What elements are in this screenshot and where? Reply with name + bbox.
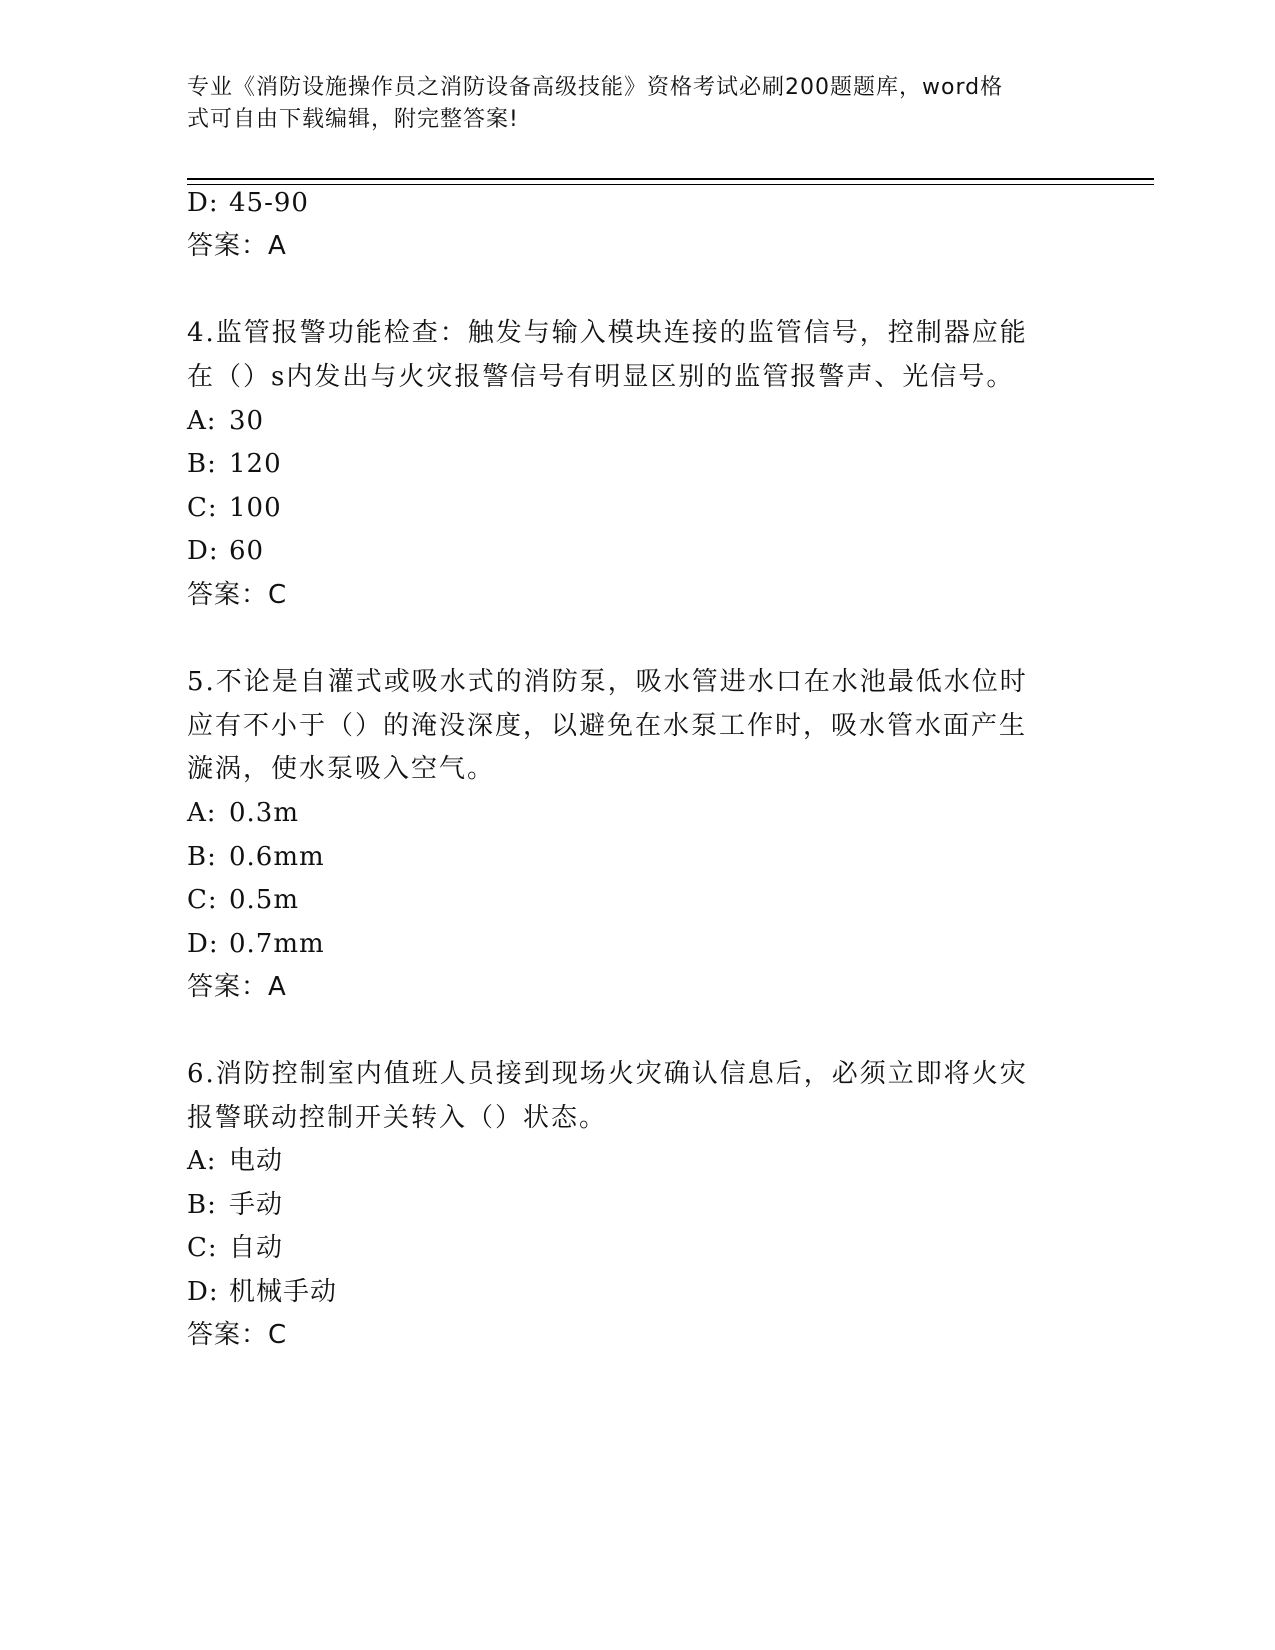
option-label: D: — [187, 536, 219, 566]
q6-option-c — [187, 1231, 283, 1265]
q4-option-a — [187, 404, 264, 438]
option-text: 45-90 — [229, 188, 309, 218]
option-text: 手动 — [229, 1190, 284, 1220]
q5-option-c — [187, 883, 299, 917]
document-header — [187, 72, 1067, 136]
option-label: B: — [187, 449, 217, 479]
q4-stem-line-2: 在（）s内发出与火灾报警信号有明显区别的监管报警声、光信号。 — [187, 362, 1015, 392]
q5-stem-line-2: 应有不小于（）的淹没深度，以避免在水泵工作时，吸水管水面产生 — [187, 711, 1028, 741]
option-label: C: — [187, 493, 218, 523]
q4-option-b — [187, 447, 282, 481]
option-label: D: — [187, 929, 219, 959]
option-text: 120 — [229, 449, 282, 479]
option-label: D: — [187, 1277, 219, 1307]
q6-option-d — [187, 1275, 337, 1309]
q5-stem-line-3: 漩涡，使水泵吸入空气。 — [187, 754, 496, 784]
q5-option-a — [187, 796, 299, 830]
option-label: A: — [187, 1146, 217, 1176]
option-label: C: — [187, 885, 218, 915]
option-text: 自动 — [229, 1233, 284, 1263]
option-label: C: — [187, 1233, 218, 1263]
option-label: A: — [187, 406, 217, 436]
q5-stem-line-1: 5.不论是自灌式或吸水式的消防泵，吸水管进水口在水池最低水位时 — [187, 667, 1028, 697]
option-text: 60 — [229, 536, 265, 566]
option-text: 0.7mm — [229, 929, 325, 959]
q4-answer: 答案：C — [187, 580, 288, 610]
q4-option-d — [187, 534, 264, 568]
header-line-2: 式可自由下载编辑，附完整答案! — [187, 107, 519, 132]
q6-option-a — [187, 1144, 283, 1178]
option-label: B: — [187, 1190, 217, 1220]
option-label: D: — [187, 188, 219, 218]
option-text: 0.5m — [229, 885, 300, 915]
option-label: A: — [187, 798, 217, 828]
header-line-1: 专业《消防设施操作员之消防设备高级技能》资格考试必刷200题题库，word格 — [187, 75, 1004, 100]
q6-stem-line-1: 6.消防控制室内值班人员接到现场火灾确认信息后，必须立即将火灾 — [187, 1059, 1028, 1089]
option-text: 100 — [229, 493, 282, 523]
prev-option-d — [187, 186, 309, 220]
prev-answer: 答案：A — [187, 231, 287, 261]
option-text: 0.3m — [229, 798, 300, 828]
option-text: 机械手动 — [229, 1277, 338, 1307]
header-divider-thin — [187, 184, 1154, 185]
option-label: B: — [187, 842, 217, 872]
q5-option-d — [187, 927, 325, 961]
q4-stem-line-1: 4.监管报警功能检查：触发与输入模块连接的监管信号，控制器应能 — [187, 318, 1028, 348]
header-divider — [187, 178, 1154, 180]
option-text: 电动 — [229, 1146, 284, 1176]
q5-answer: 答案：A — [187, 972, 287, 1002]
q5-option-b — [187, 840, 325, 874]
q6-stem-line-2: 报警联动控制开关转入（）状态。 — [187, 1103, 608, 1133]
option-text: 30 — [229, 406, 265, 436]
option-text: 0.6mm — [229, 842, 325, 872]
q6-option-b — [187, 1188, 283, 1222]
q6-answer: 答案：C — [187, 1320, 288, 1350]
q4-option-c — [187, 491, 282, 525]
